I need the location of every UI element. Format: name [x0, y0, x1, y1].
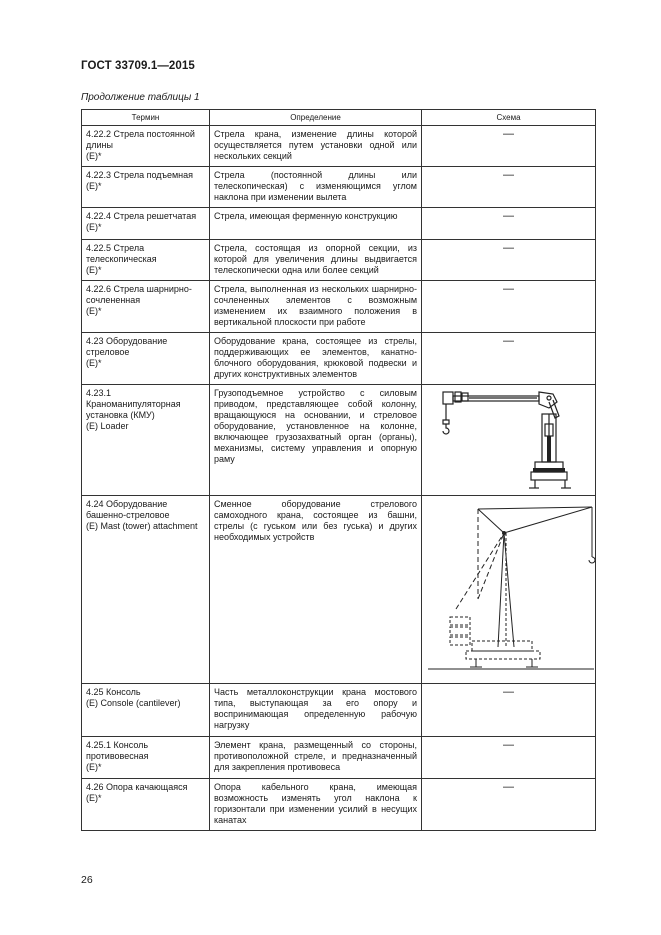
- definition-cell: Оборудование крана, состоящее из стрелы, поддерживающих ее элементов, канатно-блочного оборудования, крюковой подвески и других конструктивных элементов: [210, 333, 422, 385]
- term-cell: 4.23.1 Краноманипуляторная установка (КМУ) (E) Loader: [82, 385, 210, 496]
- header-term: Термин: [82, 110, 210, 126]
- definition-cell: Стрела, выполненная из нескольких шарнирно-сочлененных элементов с возможным изменением их взаимного положения в вертикальной плоскости при работе: [210, 281, 422, 333]
- definition-cell: Грузоподъемное устройство с силовым приводом, представляющее собой колонну, вращающуюся на основании, и стреловое оборудование, установленное на колонне, включающее грузозахватный орган (органы), механизмы, систему управления и опорную раму: [210, 385, 422, 496]
- table-row: [82, 333, 596, 385]
- definition-cell: Стрела (постоянной длины или телескопическая) с изменяющимся углом наклона при изменении вылета: [210, 167, 422, 208]
- term-cell: 4.24 Оборудование башенно-стреловое (E) Mast (tower) attachment: [82, 496, 210, 684]
- scheme-cell: [422, 385, 596, 496]
- definition-cell: Опора кабельного крана, имеющая возможность изменять угол наклона к горизонтали при изменении усилий в несущих канатах: [210, 779, 422, 831]
- table-row: [82, 684, 596, 737]
- no-scheme-dash: —: [503, 335, 514, 347]
- loader-crane-figure: [429, 388, 589, 492]
- table-row: [82, 240, 596, 281]
- term-cell: 4.22.3 Стрела подъемная (Е)*: [82, 167, 210, 208]
- no-scheme-dash: —: [503, 739, 514, 751]
- definition-cell: Сменное оборудование стрелового самоходного крана, состоящее из башни, стрелы (с гуськом или без гуська) и других необходимых устройств: [210, 496, 422, 684]
- table-header-row: [82, 110, 596, 126]
- scheme-cell: [422, 208, 596, 240]
- definition-cell: Стрела крана, изменение длины которой осуществляется путем установки одной или нескольких секций: [210, 126, 422, 167]
- no-scheme-dash: —: [503, 781, 514, 793]
- page-number: 26: [81, 874, 93, 886]
- table-row: [82, 779, 596, 831]
- table-row: [82, 208, 596, 240]
- no-scheme-dash: —: [503, 128, 514, 140]
- term-cell: 4.22.2 Стрела постоянной длины (Е)*: [82, 126, 210, 167]
- scheme-cell: [422, 167, 596, 208]
- header-definition: Определение: [210, 110, 422, 126]
- term-cell: 4.23 Оборудование стреловое (Е)*: [82, 333, 210, 385]
- scheme-cell: [422, 737, 596, 779]
- scheme-cell: [422, 684, 596, 737]
- scheme-cell: [422, 281, 596, 333]
- scheme-cell: [422, 779, 596, 831]
- definition-cell: Элемент крана, размещенный со стороны, противоположной стреле, и предназначенный для закрепления противовеса: [210, 737, 422, 779]
- table-row: [82, 167, 596, 208]
- table-row: [82, 281, 596, 333]
- definition-cell: Стрела, состоящая из опорной секции, из которой для увеличения длины выдвигается телескопически одна или более секций: [210, 240, 422, 281]
- table-row: [82, 496, 596, 684]
- term-cell: 4.22.5 Стрела телескопическая (Е)*: [82, 240, 210, 281]
- scheme-cell: [422, 126, 596, 167]
- table-row: [82, 126, 596, 167]
- no-scheme-dash: —: [503, 283, 514, 295]
- header-scheme: Схема: [422, 110, 596, 126]
- term-cell: 4.22.4 Стрела решетчатая (Е)*: [82, 208, 210, 240]
- table-row: [82, 737, 596, 779]
- tower-attachment-figure: [426, 499, 596, 679]
- terms-table: [81, 109, 596, 831]
- table-continuation-caption: Продолжение таблицы 1: [81, 92, 200, 103]
- no-scheme-dash: —: [503, 242, 514, 254]
- document-standard-header: ГОСТ 33709.1—2015: [81, 60, 195, 72]
- definition-cell: Стрела, имеющая ферменную конструкцию: [210, 208, 422, 240]
- scheme-cell: [422, 333, 596, 385]
- definition-cell: Часть металлоконструкции крана мостового типа, выступающая за его опору и воспринимающая определенную рабочую нагрузку: [210, 684, 422, 737]
- term-cell: 4.26 Опора качающаяся (Е)*: [82, 779, 210, 831]
- no-scheme-dash: —: [503, 686, 514, 698]
- table-row: [82, 385, 596, 496]
- term-cell: 4.25 Консоль (E) Console (cantilever): [82, 684, 210, 737]
- no-scheme-dash: —: [503, 210, 514, 222]
- term-cell: 4.25.1 Консоль противовесная (Е)*: [82, 737, 210, 779]
- no-scheme-dash: —: [503, 169, 514, 181]
- term-cell: 4.22.6 Стрела шарнирно-сочлененная (Е)*: [82, 281, 210, 333]
- scheme-cell: [422, 240, 596, 281]
- scheme-cell: [422, 496, 596, 684]
